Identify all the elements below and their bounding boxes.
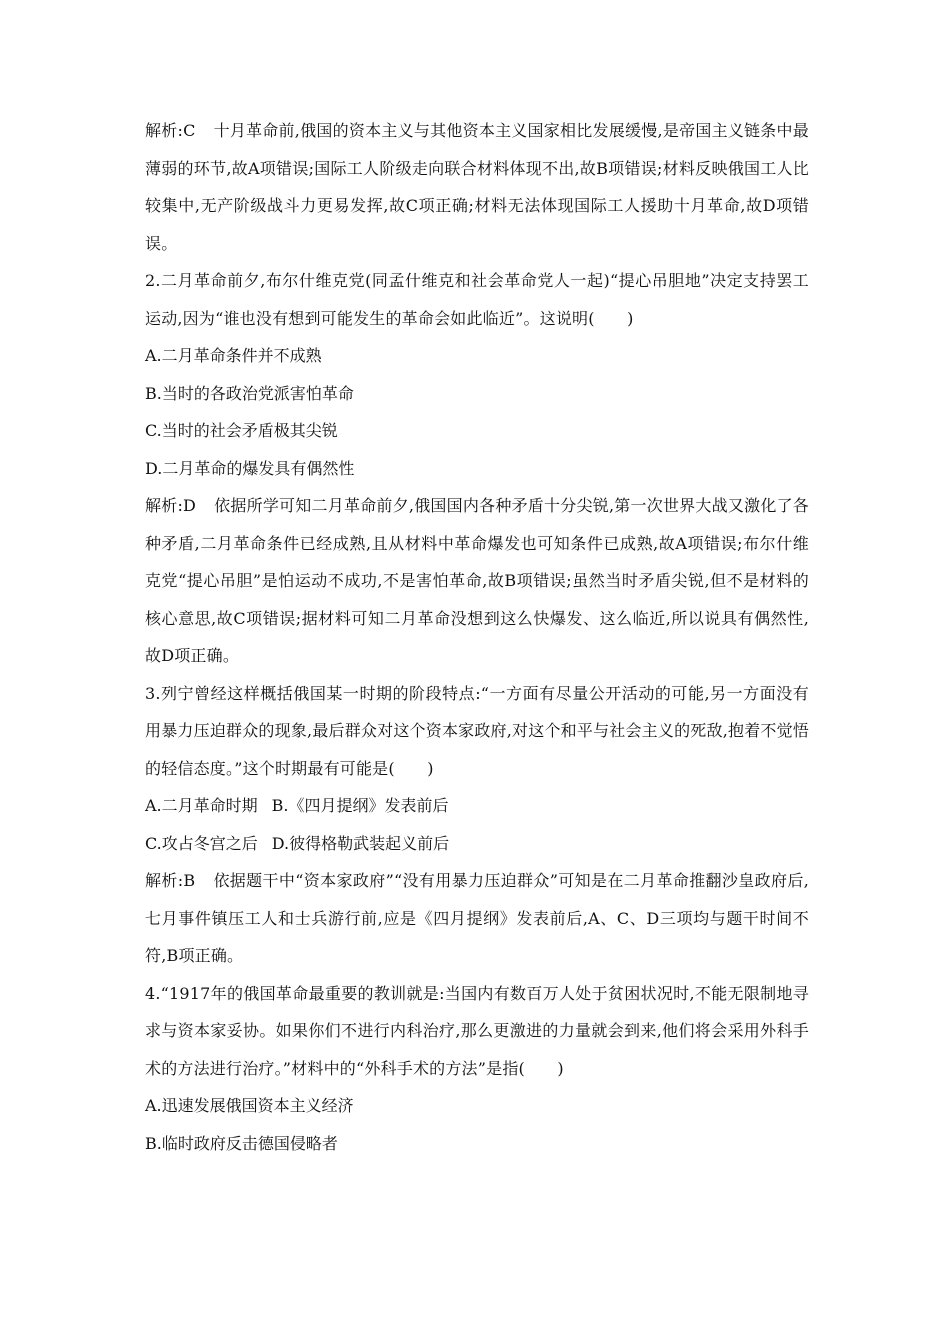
analysis-label: 解析:D [145, 496, 197, 515]
analysis-text: 十月革命前,俄国的资本主义与其他资本主义国家相比发展缓慢,是帝国主义链条中最薄弱的环节,故A项错误;国际工人阶级走向联合材料体现不出,故B项错误;材料反映俄国工人比较集中,无产阶级战斗力更易发挥,故C项正确;材料无法体现国际工人援助十月革命,故D项错误。 [145, 121, 809, 253]
analysis-label: 解析:B [145, 871, 196, 890]
analysis-text: 依据所学可知二月革命前夕,俄国国内各种矛盾十分尖锐,第一次世界大战又激化了各种矛盾,二月革命条件已经成熟,且从材料中革命爆发也可知条件已成熟,故A项错误;布尔什维克党“提心吊胆”是怕运动不成功,不是害怕革命,故B项错误;虽然当时矛盾尖锐,但不是材料的核心意思,故C项错误;据材料可知二月革命没想到这么快爆发、这么临近,所以说具有偶然性,故D项正确。 [145, 496, 809, 665]
question-2-option-b: B.当时的各政治党派害怕革命 [145, 383, 354, 403]
question-3-option-d: D.彼得格勒武装起义前后 [271, 833, 450, 853]
document-body [145, 112, 809, 1162]
analysis-label: 解析:C [145, 121, 196, 140]
question-3-option-b: B.《四月提纲》发表前后 [271, 796, 449, 815]
question-2-option-c: C.当时的社会矛盾极其尖锐 [145, 421, 338, 440]
analysis-text: 依据题干中“资本家政府”“没有用暴力压迫群众”可知是在二月革命推翻沙皇政府后,七月事件镇压工人和士兵游行前,应是《四月提纲》发表前后,A、C、D三项均与题干时间不符,B项正确。 [145, 871, 810, 965]
question-4-stem: 4.“1917年的俄国革命最重要的教训就是:当国内有数百万人处于贫困状况时,不能无限制地寻求与资本家妥协。如果你们不进行内科治疗,那么更激进的力量就会到来,他们将会采用外科手术的方法进行治疗。”材料中的“外科手术的方法”是指( ) [145, 983, 809, 1078]
question-2-stem: 2.二月革命前夕,布尔什维克党(同孟什维克和社会革命党人一起)“提心吊胆地”决定支持罢工运动,因为“谁也没有想到可能发生的革命会如此临近”。这说明( ) [145, 271, 809, 328]
question-3-options-row-2 [145, 825, 809, 863]
question-2-option-a: A.二月革命条件并不成熟 [145, 346, 322, 365]
question-3-option-c: C.攻占冬宫之后 [145, 833, 258, 853]
answer-analysis-1 [145, 112, 809, 262]
question-3-stem: 3.列宁曾经这样概括俄国某一时期的阶段特点:“一方面有尽量公开活动的可能,另一方面没有用暴力压迫群众的现象,最后群众对这个资本家政府,对这个和平与社会主义的死敌,抱着不觉悟的轻信态度。”这个时期最有可能是( ) [145, 683, 809, 778]
question-3-option-a: A.二月革命时期 [145, 796, 258, 815]
answer-analysis-2 [145, 487, 809, 675]
question-4-option-b: B.临时政府反击德国侵略者 [145, 1133, 338, 1153]
question-3-options-row-1 [145, 787, 809, 825]
question-4-option-a: A.迅速发展俄国资本主义经济 [145, 1096, 354, 1115]
answer-analysis-3 [145, 862, 809, 975]
question-2-option-d: D.二月革命的爆发具有偶然性 [145, 458, 355, 478]
